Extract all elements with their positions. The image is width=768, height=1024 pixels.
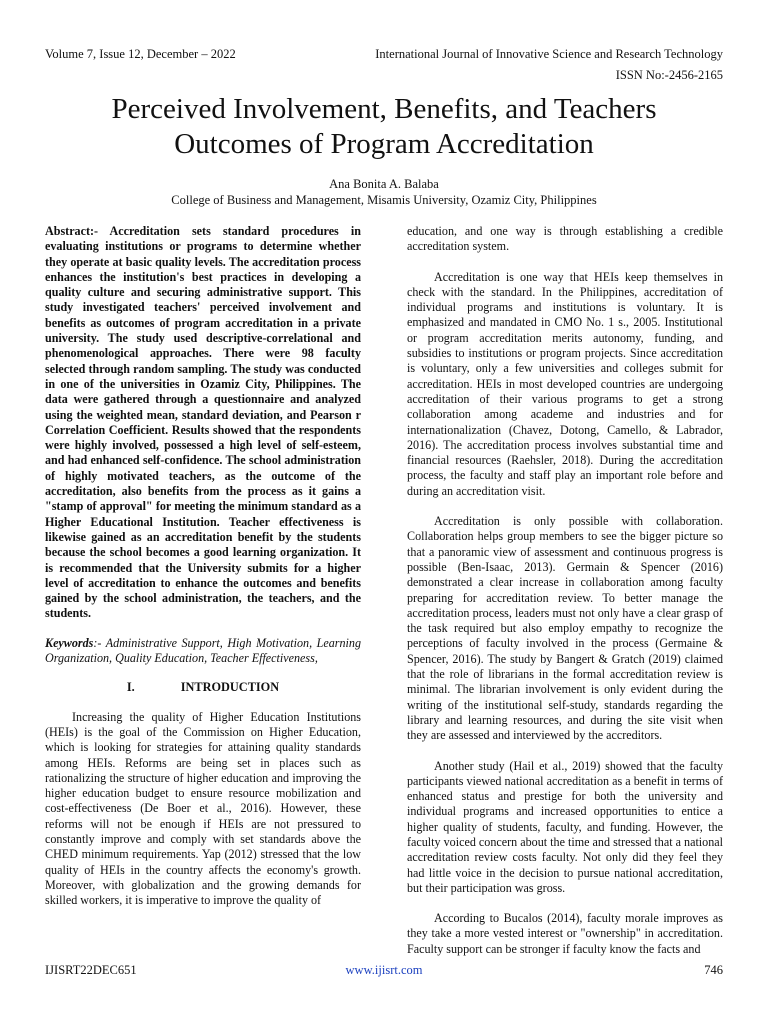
section-heading	[45, 680, 361, 695]
section-title: INTRODUCTION	[180, 680, 280, 695]
section-number: I.	[126, 680, 135, 695]
paper-code: IJISRT22DEC651	[45, 963, 137, 977]
affiliation: College of Business and Management, Misamis University, Ozamiz City, Philippines	[171, 193, 597, 207]
abstract: Abstract:- Accreditation sets standard procedures in evaluating institutions or programs to determine whether they operate at basic quality levels. The accreditation process enhances the institution's best practices in developing a quality culture and securing administrative support. This study investigated teachers' perceived involvement and benefits as outcomes of program accreditation in a private university. The study used descriptive-correlational and phenomenological approaches. There were 98 faculty selected through random sampling. The study was conducted in one of the universities in Ozamiz City, Philippines. The data were gathered through a questionnaire and analyzed using the weighted mean, standard deviation, and Pearson r Correlation Coefficient. Results showed that the respondents were highly involved, possessed a high level of self-esteem, and had enhanced self-confidence. The school administration of highly motivated teachers, as the outcome of the accreditation, also benefits from the process as it gains a "stamp of approval" for meeting the minimum standard as a Higher Educational Institution. Teacher effectiveness is likewise gained as an accreditation benefit by the students because the school becomes a good learning organization. It is recommended that the University submits for a higher level of accreditation to enhance the outcomes and benefits gained by the school administration, the teachers, and the students.	[45, 224, 361, 621]
intro-paragraph-1: Increasing the quality of Higher Education Institutions (HEIs) is the goal of the Commission on Higher Education, which is looking for strategies for attaining quality standards among HEIs. Reforms are being set in places such as rationalizing the structure of higher education and improving the higher education budget to ensure resource mobilization and cost-effectiveness (De Boer et al., 2016). However, these reforms will not be enough if HEIs are not pressured to constantly improve and comply with set standards above the CHED minimum requirements. Yap (2012) stressed that the low quality of HEIs in the country affects the economy's growth. Moreover, with globalization and the growing demands for skilled workers, it is imperative to improve the quality of	[45, 709, 361, 908]
keywords-label: Keywords	[45, 635, 94, 650]
paper-title	[40, 92, 728, 162]
keywords-text: :- Administrative Support, High Motivation, Learning Organization, Quality Education, Teacher Effectiveness,	[45, 635, 361, 666]
page-number: 746	[704, 963, 723, 977]
right-column	[407, 224, 723, 957]
body-paragraph-3: Another study (Hail et al., 2019) showed that the faculty participants viewed national accreditation as a benefit in terms of enhanced status and prestige for both the university and individual programs and increased opportunities to entice a higher quality of students, faculty, and funding. However, the faculty voiced concern about the time and stressed that a national accreditation review costs faculty. Not only did they feel they had little voice in the decision to pursue national accreditation, but their participation was gross.	[407, 758, 723, 895]
keywords	[45, 636, 361, 667]
body-paragraph-4: According to Bucalos (2014), faculty morale improves as they take a more vested interest or "ownership" in accreditation. Faculty support can be stronger if faculty know the facts and	[407, 911, 723, 956]
author: Ana Bonita A. Balaba	[329, 177, 439, 191]
journal-name: International Journal of Innovative Science and Research Technology	[375, 47, 723, 61]
left-column	[45, 224, 361, 908]
body-paragraph-2: Accreditation is only possible with collaboration. Collaboration helps group members to see the bigger picture so that a panoramic view of assessment and continuous progress is possible (Ben-Isaac, 2013). Germain & Spencer (2016) demonstrated a clear increase in collaboration among faculty preparing for accreditation review. To better manage the accreditation process, leaders must not only have a clear grasp of the task required but also employ empathy to recognize the perceptions of faculty involved in the process (Germaine & Spencer, 2016). The study by Bangert & Gratch (2019) claimed that the role of librarians in the formal accreditation review is minimal. The librarian involvement is only evident during the writing of the institutional self-study, standards regarding the library and learning resources, and during the site visit when they are assessed and interviewed by the accreditors.	[407, 514, 723, 743]
title-line-1: Perceived Involvement, Benefits, and Teachers	[111, 93, 657, 125]
issn: ISSN No:-2456-2165	[615, 68, 723, 82]
body-paragraph-1: Accreditation is one way that HEIs keep themselves in check with the standard. In the Philippines, accreditation of individual programs and institutions is voluntary. It is emphasized and mandated in CMO No. 1 s., 2005. Institutional or program accreditation merits autonomy, funding, and subsidies to institutions or program projects. Since accreditation is voluntary, only a few universities and colleges submit for accreditation. HEIs in most developed countries are undergoing accreditation of their various programs to get a strong collaboration among academe and industries and for internationalization (Chavez, Dotong, Camello, & Labrador, 2016). The accreditation process involves substantial time and financial resources (Raehsler, 2018). During the accreditation process, the faculty and staff play an important role before and during an accreditation visit.	[407, 269, 723, 498]
website-link[interactable]: www.ijisrt.com	[345, 963, 423, 977]
volume-info: Volume 7, Issue 12, December – 2022	[45, 47, 236, 61]
title-line-2: Outcomes of Program Accreditation	[174, 128, 594, 160]
body-paragraph-continued: education, and one way is through establishing a credible accreditation system.	[407, 224, 723, 254]
